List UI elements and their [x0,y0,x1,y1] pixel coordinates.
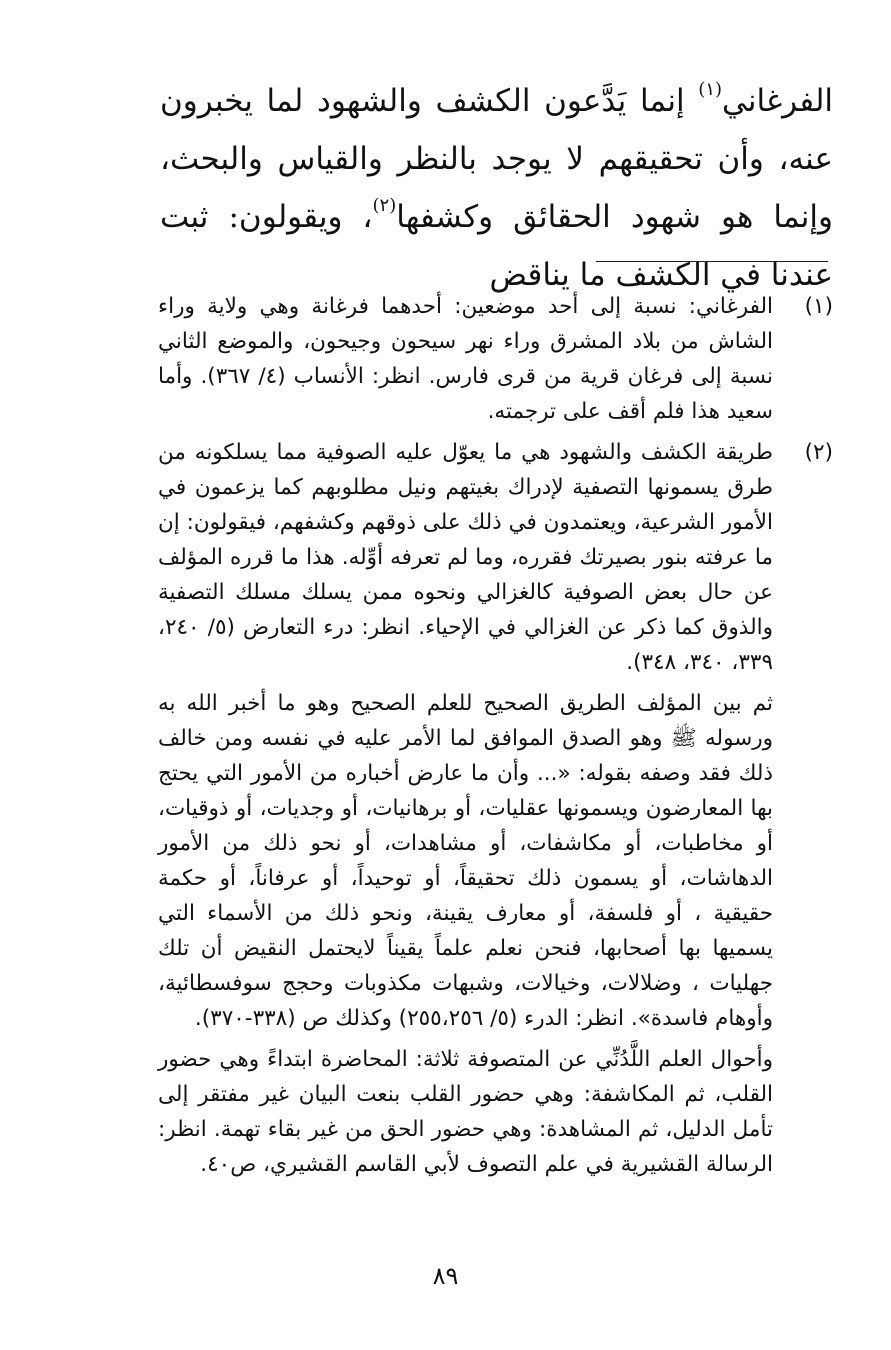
main-text-part-3: ، ويقولون: ثبت عندنا في الكشف ما يناقض [160,199,833,293]
page-number: ٨٩ [432,1262,459,1290]
footnote-2 [158,435,835,1182]
footnote-2-paragraph-3: وأحوال العلم اللَّدُنِّي عن المتصوفة ثلاثة: المحاضرة ابتداءً وهي حضور القلب، ثم المكاشفة: وهي حضور القلب بنعت البيان غير مفتقر إلى تأمل الدليل، ثم المشاهدة: وهي حضور الحق من غير بقاء تهمة. انظر: الرسالة القشيرية في علم التصوف لأبي القاسم القشيري، ص٤٠. [158,1047,773,1177]
footnote-reference-1: (١) [698,79,723,100]
footnote-1-number: (١) [804,294,833,319]
footnote-1-text: الفرغاني: نسبة إلى أحد موضعين: أحدهما فرغانة وهي ولاية وراء الشاش من بلاد المشرق وراء نهر سيحون وجيحون، والموضع الثاني نسبة إلى فرغان قرية من قرى فارس. انظر: الأنساب (٤/ ٣٦٧). وأما سعيد هذا فلم أقف على ترجمته. [158,294,773,424]
footnote-reference-2: (٢) [372,195,397,216]
footnote-separator-line [596,261,828,262]
main-body-text [160,72,833,304]
main-text-part-1: الفرغاني [722,83,833,119]
footnotes-section [158,289,835,1182]
main-text-part-2: إنما يَدَّعون الكشف والشهود لما يخبرون عنه، وأن تحقيقهم لا يوجد بالنظر والقياس والبحث، وإنما هو شهود الحقائق وكشفها [160,83,833,235]
footnote-2-paragraph-2: ثم بين المؤلف الطريق الصحيح للعلم الصحيح وهو ما أخبر الله به ورسوله ﷺ وهو الصدق الموافق لما الأمر عليه في نفسه ومن خالف ذلك فقد وصفه بقوله: «... وأن ما عارض أخباره من الأمور التي يحتج بها المعارضون ويسمونها عقليات، أو برهانيات، أو وجديات، أو ذوقيات، أو مخاطبات، أو مكاشفات، أو مشاهدات، أو نحو ذلك من الأمور الدهاشات، أو يسمون ذلك تحقيقاً، أو توحيداً، أو عرفاناً، أو حكمة حقيقية ، أو فلسفة، أو معارف يقينة، ونحو ذلك من الأسماء التي يسميها بها أصحابها، فنحن نعلم علماً يقيناً لايحتمل النقيض أن تلك جهليات ، وضلالات، وخيالات، وشبهات مكذوبات وحجج سوفسطائية، وأوهام فاسدة». انظر: الدرء (٥/ ٢٥٥،٢٥٦) وكذلك ص (٣٣٨-٣٧٠). [158,691,773,1031]
footnote-2-paragraph-1: طريقة الكشف والشهود هي ما يعوّل عليه الصوفية مما يسلكونه من طرق يسمونها التصفية لإدراك بغيتهم ونيل مطلوبهم كما يزعمون في الأمور الشرعية، ويعتمدون في ذلك على ذوقهم وكشفهم، فيقولون: إن ما عرفته بنور بصيرتك فقرره، وما لم تعرفه أوِّله. هذا ما قرره المؤلف عن حال بعض الصوفية كالغزالي ونحوه ممن يسلك مسلك التصفية والذوق كما ذكر عن الغزالي في الإحياء. انظر: درء التعارض (٥/ ٢٤٠، ٣٣٩، ٣٤٠، ٣٤٨). [157,440,773,675]
footnote-2-number: (٢) [804,440,833,465]
footnote-1 [158,289,835,429]
